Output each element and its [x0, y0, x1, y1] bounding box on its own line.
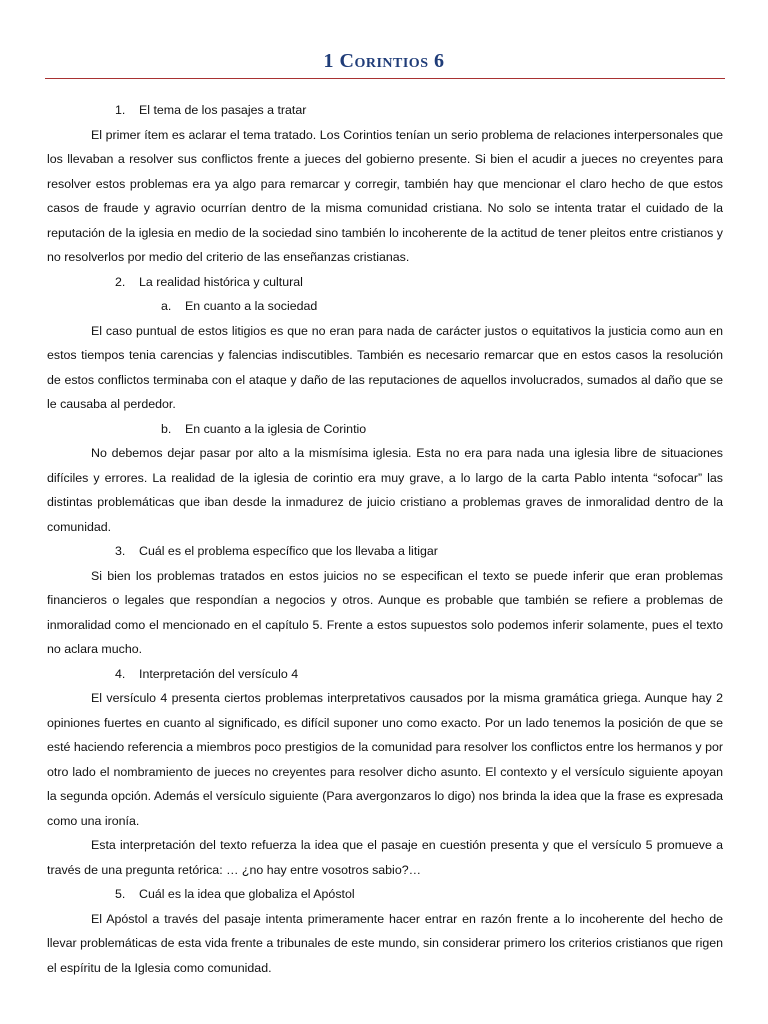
section-number: 1. — [115, 103, 126, 117]
paragraph: El Apóstol a través del pasaje intenta primeramente hacer entrar en razón frente a lo incoherente del hecho de llevar problemáticas de esta vida frente a tribunales de este mundo, sin considerar primero los criterios cristianos que rigen el espíritu de la Iglesia como comunidad. — [47, 911, 723, 975]
subsection-letter: b. — [161, 421, 172, 436]
paragraph: Si bien los problemas tratados en estos juicios no se especifican el texto se puede inferir que eran problemas financieros o legales que respondían a negocios y otros. Aunque es probable que también se refiere a problemas de inmoralidad como el mencionado en el capítulo 5. Frente a estos supuestos solo podemos inferir solamente, pues el texto no aclara mucho. — [47, 568, 723, 656]
subsection-heading-b — [47, 417, 723, 442]
section-title: Cuál es la idea que globaliza el Apóstol — [139, 887, 355, 901]
document-body — [47, 98, 723, 980]
subsection-title: En cuanto a la sociedad — [185, 299, 318, 313]
section-title: Cuál es el problema específico que los llevaba a litigar — [139, 544, 438, 558]
subsection-heading-a — [47, 294, 723, 319]
title-divider — [45, 78, 725, 79]
section-heading-1 — [47, 98, 723, 123]
paragraph: El primer ítem es aclarar el tema tratado. Los Corintios tenían un serio problema de relaciones interpersonales que los llevaban a resolver sus conflictos frente a jueces del gobierno presente. Si bien el acudir a jueces no creyentes para resolver estos problemas era ya algo para remarcar y corregir, también hay que mencionar el claro hecho de que estos casos de fraude y agravio ocurrían dentro de la misma comunidad cristiana. No solo se intenta tratar el cuidado de la reputación de la iglesia en medio de la sociedad sino también lo incoherente de la actitud de tener pleitos entre cristianos y no resolverlos por medio del criterio de las enseñanzas cristianas. — [47, 127, 723, 264]
section-number: 3. — [115, 544, 126, 558]
paragraph: Esta interpretación del texto refuerza la idea que el pasaje en cuestión presenta y que el versículo 5 promueve a través de una pregunta retórica: … ¿no hay entre vosotros sabio?… — [47, 838, 723, 877]
paragraph: El caso puntual de estos litigios es que no eran para nada de carácter justos o equitativos la justicia como aun en estos tiempos tenia carencias y falencias indiscutibles. También es necesario remarcar que en estos casos la resolución de estos conflictos terminaba con el ataque y daño de las reputaciones de aquellos involucrados, sumados al daño que se le causaba al perdedor. — [47, 323, 723, 411]
section-heading-5 — [47, 882, 723, 907]
section-heading-4 — [47, 662, 723, 687]
page-title: 1 Corintios 6 — [323, 50, 445, 72]
section-heading-3 — [47, 539, 723, 564]
section-number: 2. — [115, 274, 126, 289]
section-title: El tema de los pasajes a tratar — [139, 103, 307, 117]
paragraph: No debemos dejar pasar por alto a la mismísima iglesia. Esta no era para nada una iglesia libre de situaciones difíciles y errores. La realidad de la iglesia de corintio era muy grave, a lo largo de la carta Pablo intenta “sofocar” las distintas problemáticas que iban desde la inmadurez de juicio cristiano a problemas graves de inmoralidad dentro de la comunidad. — [47, 446, 723, 534]
subsection-letter: a. — [161, 299, 172, 313]
subsection-title: En cuanto a la iglesia de Corintio — [185, 421, 367, 436]
section-heading-2 — [47, 270, 723, 295]
section-number: 4. — [115, 666, 126, 681]
section-title: La realidad histórica y cultural — [139, 274, 303, 289]
paragraph: El versículo 4 presenta ciertos problemas interpretativos causados por la misma gramática griega. Aunque hay 2 opiniones fuertes en cuanto al significado, es difícil suponer uno como exacto. Por un lado tenemos la posición de que se esté haciendo referencia a miembros poco prestigios de la comunidad para resolver los conflictos entre los hermanos y por otro lado el nombramiento de jueces no creyentes para resolver dicho asunto. El contexto y el versículo siguiente apoyan la segunda opción. Además el versículo siguiente (Para avergonzaros lo digo) nos brinda la idea que la frase es expresada como una ironía. — [47, 691, 723, 828]
section-number: 5. — [115, 887, 126, 901]
section-title: Interpretación del versículo 4 — [139, 666, 299, 681]
